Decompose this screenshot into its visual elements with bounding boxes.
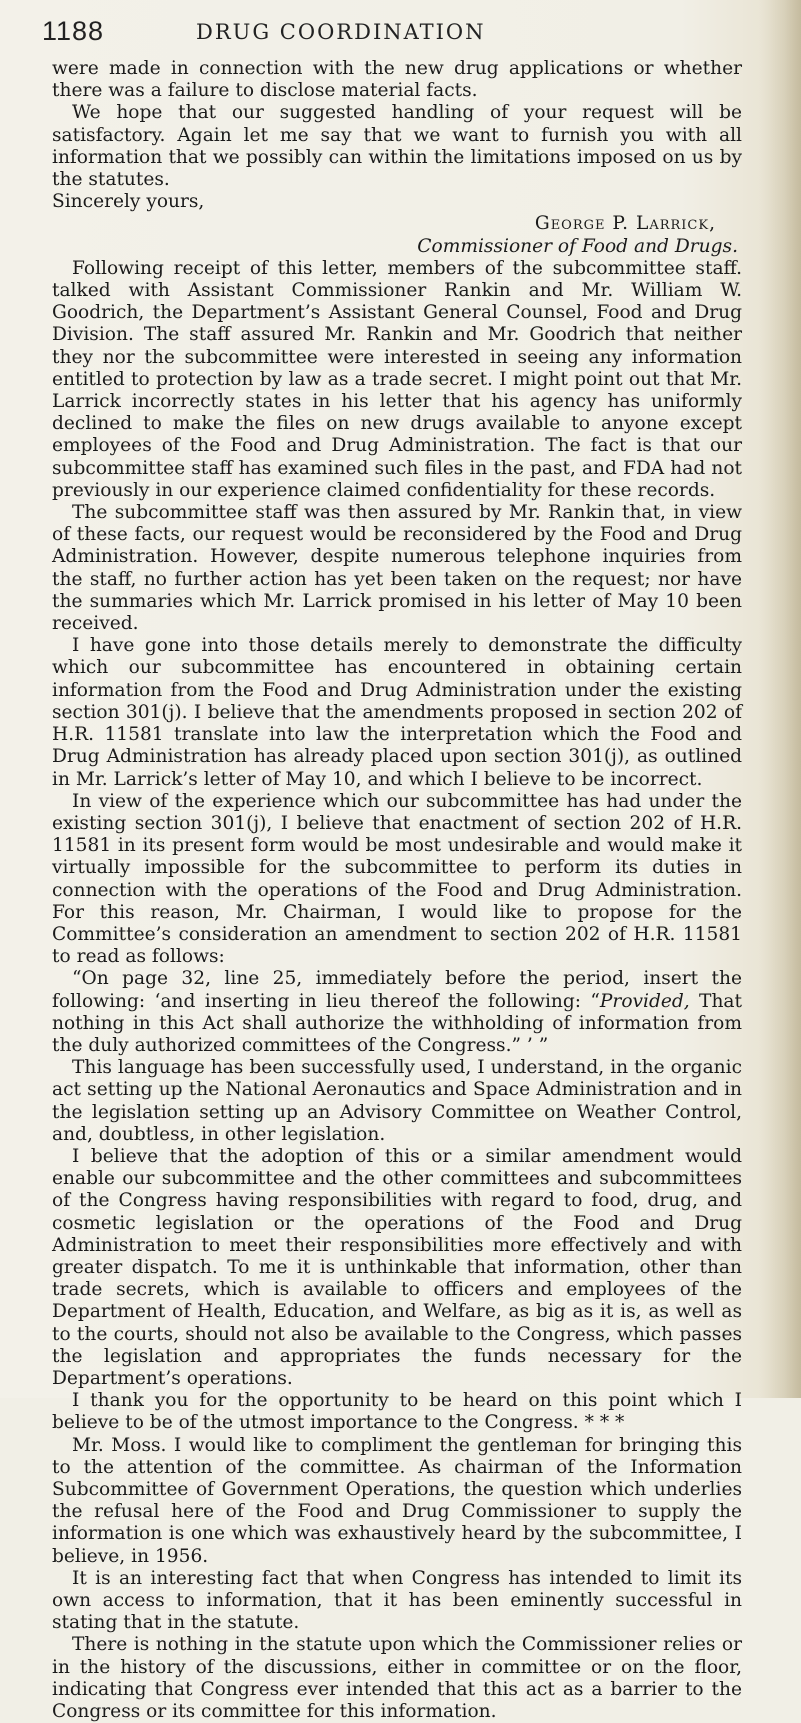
signature-title: Commissioner of Food and Drugs. (417, 235, 738, 257)
statement-paragraph: I thank you for the opportunity to be heard on this point which I believe to be of the utmost importance to the Congress. * * * (52, 1390, 742, 1434)
statement-paragraph: In view of the experience which our subcommittee has had under the existing section 301(j), I believe that enactment of section 202 of H.R. 11581 in its present form would be most undesirable and would make it virtually impossible for the subcommittee to perform its duties in connection with the operations of the Food and Drug Administration. For this reason, Mr. Chairman, I would like to propose for the Committee’s consideration an amendment to section 202 of H.R. 11581 to read as follows: (52, 790, 742, 968)
signature-name-text: George P. Larrick, (534, 213, 716, 235)
body-text (52, 58, 742, 1723)
statement-paragraph: I believe that the adoption of this or a similar amendment would enable our subcommittee and the other committees and subcommittees of the Congress having responsibilities with regard to food, drug, and cosmetic legislation or the operations of the Food and Drug Administration to meet their responsibilities more effectively and with greater dispatch. To me it is unthinkable that information, other than trade secrets, which is available to officers and employees of the Department of Health, Education, and Welfare, as big as it is, as well as to the courts, should not also be available to the Congress, which passes the legislation and appropriates the funds necessary for the Department’s operations. (52, 1145, 742, 1389)
page-number: 1188 (42, 16, 105, 46)
running-head: DRUG COORDINATION (196, 20, 486, 44)
letter-paragraph: We hope that our suggested handling of your request will be satisfactory. Again let me say that we want to furnish you with all information that we possibly can within the limitations imposed on us by the statutes. (52, 102, 742, 191)
statement-paragraph: Following receipt of this letter, members of the subcommittee staff. talked with Assistant Commissioner Rankin and Mr. William W. Goodrich, the Department’s Assistant General Counsel, Food and Drug Division. The staff assured Mr. Rankin and Mr. Goodrich that neither they nor the subcommittee were interested in seeing any information entitled to protection by law as a trade secret. I might point out that Mr. Larrick incorrectly states in his letter that his agency has uniformly declined to make the files on new drugs available to anyone except employees of the Food and Drug Administration. The fact is that our subcommittee staff has examined such files in the past, and FDA had not previously in our experience claimed confidentiality for these records. (52, 257, 742, 501)
letter-paragraph: were made in connection with the new drug applications or whether there was a failure to disclose material facts. (52, 58, 742, 102)
letter-closing: Sincerely yours, (52, 191, 205, 213)
statement-paragraph: This language has been successfully used, I understand, in the organic act setting up the National Aeronautics and Space Administration and in the legislation setting up an Advisory Committee on Weather Control, and, doubtless, in other legislation. (52, 1057, 742, 1145)
quote-italic: Provided, (599, 990, 690, 1012)
statement-paragraph: Mr. Moss. I would like to compliment the gentleman for bringing this to the attention of the committee. As chairman of the Information Subcommittee of Government Operations, the question which underlies the refusal here of the Food and Drug Commissioner to supply the information is one which was exhaustively heard by the subcommittee, I believe, in 1956. (52, 1434, 742, 1567)
signature-name (52, 213, 742, 235)
statement-paragraph: I have gone into those details merely to demonstrate the difficulty which our subcommittee has encountered in obtaining certain information from the Food and Drug Administration under the existing section 301(j). I believe that the amendments proposed in section 202 of H.R. 11581 translate into law the interpretation which the Food and Drug Administration has already placed upon section 301(j), as outlined in Mr. Larrick’s letter of May 10, and which I believe to be incorrect. (52, 635, 742, 790)
statement-paragraph: There is nothing in the statute upon which the Commissioner relies or in the history of the discussions, either in committee or on the floor, indicating that Congress ever intended that this act as a barrier to the Congress or its committee for this information. (52, 1634, 742, 1723)
statement-paragraph: It is an interesting fact that when Congress has intended to limit its own access to information, that it has been eminently successful in stating that in the statute. (52, 1567, 742, 1634)
quote-end: That nothing in this Act shall authorize the withholding of information from the duly authorized committees of the Congress.” ’ ” (52, 990, 742, 1056)
amendment-quote (52, 968, 742, 1057)
page-edge-shadow (759, 0, 801, 1398)
statement-paragraph: The subcommittee staff was then assured by Mr. Rankin that, in view of these facts, our request would be reconsidered by the Food and Drug Administration. However, despite numerous telephone inquiries from the staff, no further action has yet been taken on the request; nor have the summaries which Mr. Larrick promised in his letter of May 10 been received. (52, 502, 742, 635)
page-header (42, 16, 742, 50)
quote-start: “On page 32, line 25, immediately before the period, insert the following: ‘and inserting in lieu thereof the following: “ (52, 968, 742, 1012)
